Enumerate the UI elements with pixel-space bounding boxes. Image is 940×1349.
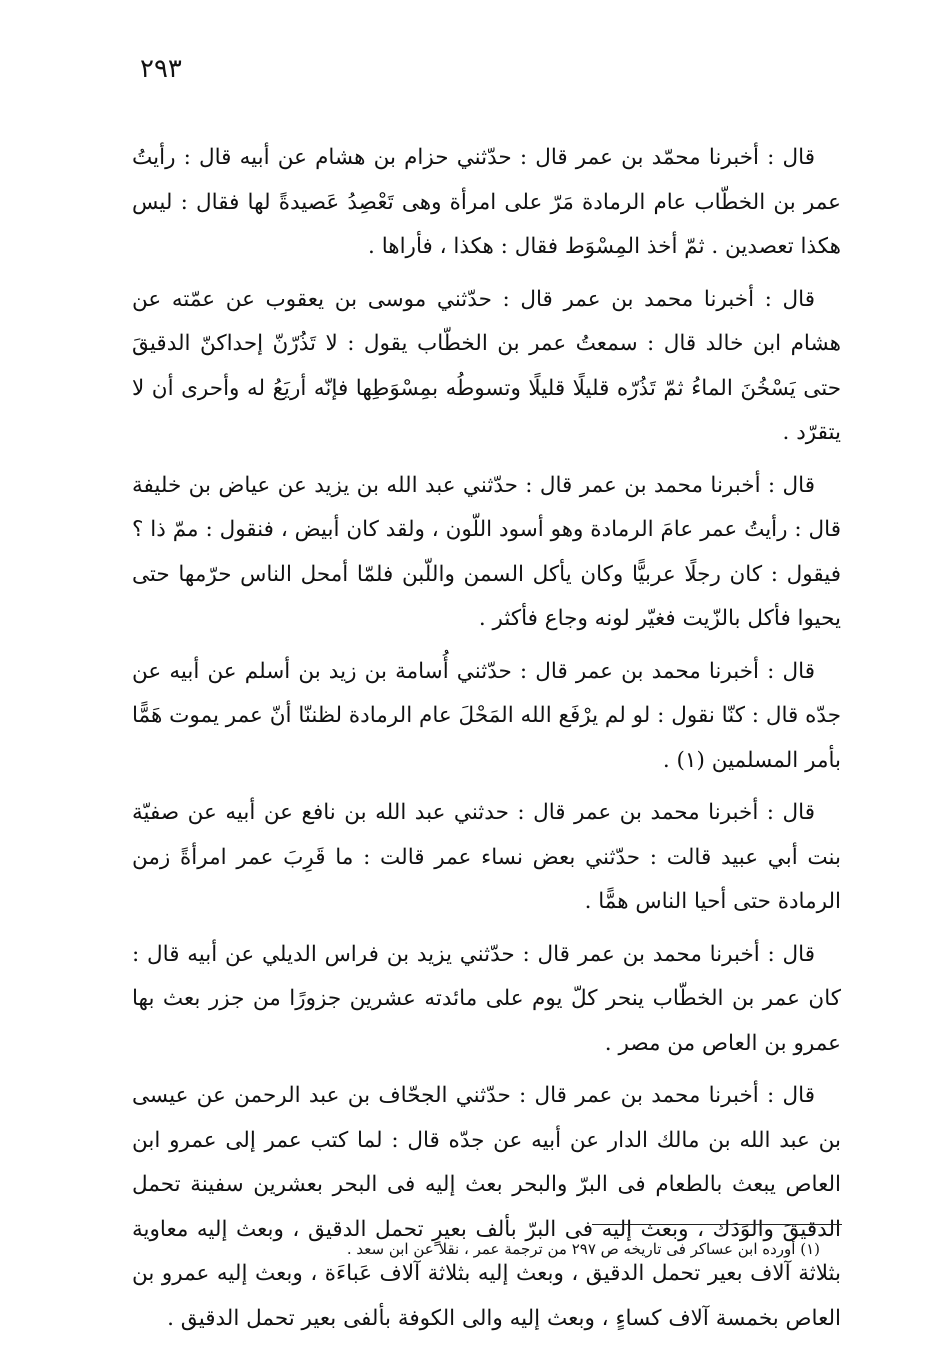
paragraph: قال : أخبرنا محمّد بن عمر قال : حدّثني حزام بن هشام عن أبيه قال : رأيتُ عمر بن الخطّاب عام الرمادة مَرّ على امرأة وهى تَعْصِدُ عَصيدةً لها فقال : ليس هكذا تعصدين . ثمّ أخذ المِسْوَط فقال : هكذا ، فأراها . [132,145,841,259]
footnote: (١) أورده ابن عساكر فى تاريخه ص ٢٩٧ من ترجمة عمر ، نقلا عن ابن سعد . [346,1240,820,1258]
paragraph: قال : أخبرنا محمد بن عمر قال : حدّثني عبد الله بن يزيد عن عياض بن خليفة قال : رأيتُ عمر عامَ الرمادة وهو أسود اللّون ، ولقد كان أبيض ، فنقول : ممّ ذا ؟ فيقول : كان رجلًا عربيًّا وكان يأكل السمن واللّبن فلمّا أمحل الناس حرّمها حتى يحيوا فأكل بالزّيت فغيّر لونه وجاع فأكثر . [132,472,841,631]
page-number: ٢٩٣ [140,54,182,84]
paragraph: قال : أخبرنا محمد بن عمر قال : حدّثني يزيد بن فراس الديلي عن أبيه قال : كان عمر بن الخطّاب ينحر كلّ يوم على مائدته عشرين جزورًا من جزر بعث بها عمرو بن العاص من مصر . [132,941,841,1056]
body-text [132,136,841,1349]
footnote-divider [592,1224,842,1225]
paragraph: قال : أخبرنا محمد بن عمر قال : حدّثني الجحّاف بن عبد الرحمن عن عيسى بن عبد الله بن مالك الدار عن أبيه عن جدّه قال : لما كتب عمر إلى عمرو ابن العاص يبعث بالطعام فى البرّ والبحر بعث إليه فى البحر بعشرين سفينة تحمل الدقيقَ والوَدَك ، وبعث إليه فى البرّ بألف بعيرٍ تحمل الدقيق ، وبعث إليه معاوية بثلاثة آلاف بعير تحمل الدقيق ، وبعث إليه بثلاثة آلاف عَباءَة ، وبعث إليه عمرو بن العاص بخمسة آلاف كساءٍ ، وبعث إليه والى الكوفة بألفى بعير تحمل الدقيق . [132,1083,841,1331]
paragraph: قال : أخبرنا محمد بن عمر قال : حدّثني أُسامة بن زيد بن أسلم عن أبيه عن جدّه قال : كنّا نقول : لو لم يرْفَع الله المَحْلَ عام الرمادة لظننّا أنّ عمر يموت هَمًّا بأمر المسلمين (١) . [132,658,841,773]
paragraph: قال : أخبرنا محمد بن عمر قال : حدّثني موسى بن يعقوب عن عمّته عن هشام ابن خالد قال : سمعتُ عمر بن الخطّاب يقول : لا تَذُرّنّ إحداكنّ الدقيقَ حتى يَسْخُنَ الماءُ ثمّ تَذُرّه قليلًا قليلًا وتسوطُه بمِسْوَطِها فإنّه أريَعُ له وأحرى أن لا يتقرّد . [132,286,841,445]
paragraph: قال : أخبرنا محمد بن عمر قال : حدثني عبد الله بن نافع عن أبيه عن صفيّة بنت أبي عبيد قالت : حدّثني بعض نساء عمر قالت : ما قَرِبَ عمر امرأةً زمن الرمادة حتى أحيا الناس همًّا . [132,800,841,914]
